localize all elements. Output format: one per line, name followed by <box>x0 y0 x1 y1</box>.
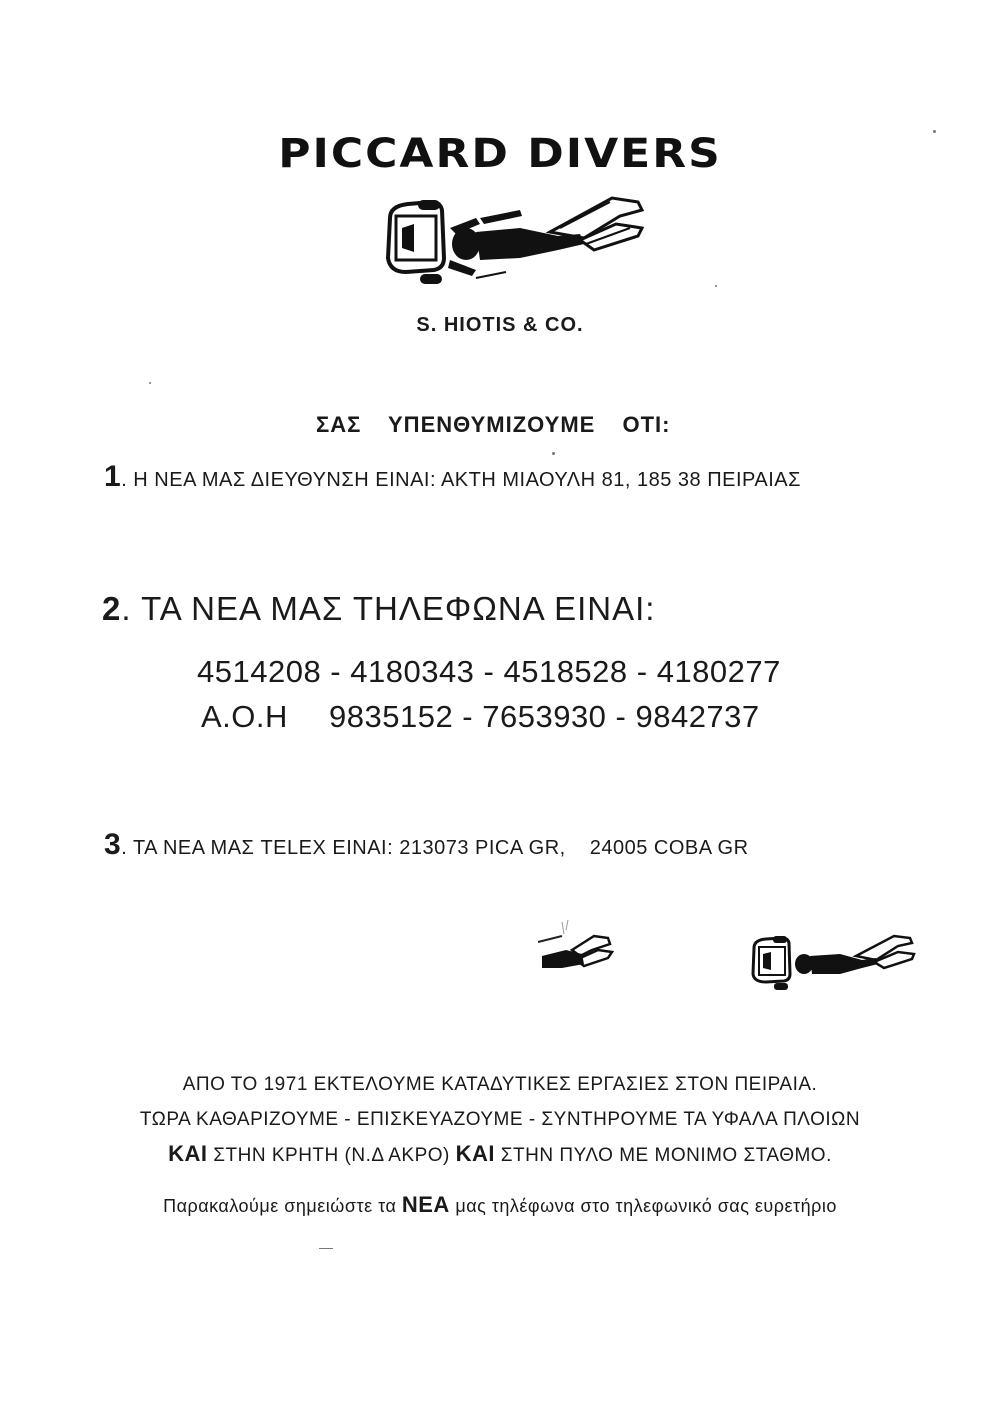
scan-speck <box>715 285 717 287</box>
item-number: 1 <box>104 460 122 493</box>
telex-text: . ΤΑ ΝΕΑ ΜΑΣ TELEX ΕΙΝΑΙ: 213073 PICA GR, <box>121 837 566 859</box>
item-number: 2 <box>102 590 122 627</box>
phones-label: Α.Ο.Η <box>201 699 288 734</box>
scan-speck <box>933 130 936 133</box>
phone-numbers-line <box>201 699 760 735</box>
footer-note-end: μας τηλέφωνα στο τηλεφωνικό σας ευρετήριο <box>449 1196 837 1216</box>
diver-with-scooter-icon <box>748 928 918 1000</box>
address-item <box>104 460 801 494</box>
footer-locations-line <box>0 1141 1000 1167</box>
footer-history-line: ΑΠΟ ΤΟ 1971 ΕΚΤΕΛΟΥΜΕ ΚΑΤΑΔΥΤΙΚΕΣ ΕΡΓΑΣΙΕΣ ΣΤΟΝ ΠΕΙΡΑΙΑ. <box>182 1074 818 1095</box>
notice-heading: ΣΑΣ ΥΠΕΝΘΥΜΙΖΟΥΜΕ ΟΤΙ: <box>316 412 671 437</box>
footer-note-start: Παρακαλούμε σημειώστε τα <box>163 1196 402 1216</box>
scan-speck <box>319 1248 333 1249</box>
company-subtitle: S. HIOTIS & CO. <box>416 314 584 336</box>
telex-number: 24005 COBA GR <box>589 837 749 859</box>
footer-pylos: ΣΤΗΝ ΠΥΛΟ ΜΕ ΜΟΝΙΜΟ ΣΤΑΘΜΟ. <box>495 1145 832 1166</box>
phones-item <box>102 590 655 628</box>
diver-with-scooter-icon <box>380 188 650 300</box>
item-number: 3 <box>104 828 122 861</box>
scan-speck <box>149 382 151 384</box>
footer-nea: ΝΕΑ <box>401 1192 450 1217</box>
company-name: PICCARD DIVERS <box>278 130 722 177</box>
footer-kai: ΚΑΙ <box>455 1141 496 1166</box>
diver-fins-icon <box>532 920 614 976</box>
phone-numbers: 9835152 - 7653930 - 9842737 <box>329 699 760 734</box>
footer-services-line: ΤΩΡΑ ΚΑΘΑΡΙΖΟΥΜΕ - ΕΠΙΣΚΕΥΑΖΟΥΜΕ - ΣΥΝΤΗΡΟΥΜΕ ΤΑ ΥΦΑΛΑ ΠΛΟΙΩΝ <box>139 1109 861 1130</box>
phones-heading: . ΤΑ ΝΕΑ ΜΑΣ ΤΗΛΕΦΩΝΑ ΕΙΝΑΙ: <box>121 590 656 627</box>
phone-numbers-line: 4514208 - 4180343 - 4518528 - 4180277 <box>197 654 781 689</box>
footer-crete: ΣΤΗΝ ΚΡΗΤΗ (Ν.Δ ΑΚΡΟ) <box>207 1145 456 1166</box>
telex-item <box>104 828 749 862</box>
footer-note-line <box>0 1192 1000 1218</box>
address-text: . Η ΝΕΑ ΜΑΣ ΔΙΕΥΘΥΝΣΗ ΕΙΝΑΙ: ΑΚΤΗ ΜΙΑΟΥΛΗ 81, 185 38 ΠΕΙΡΑΙΑΣ <box>121 469 802 491</box>
footer-kai: ΚΑΙ <box>168 1141 208 1166</box>
scan-speck <box>552 452 555 455</box>
